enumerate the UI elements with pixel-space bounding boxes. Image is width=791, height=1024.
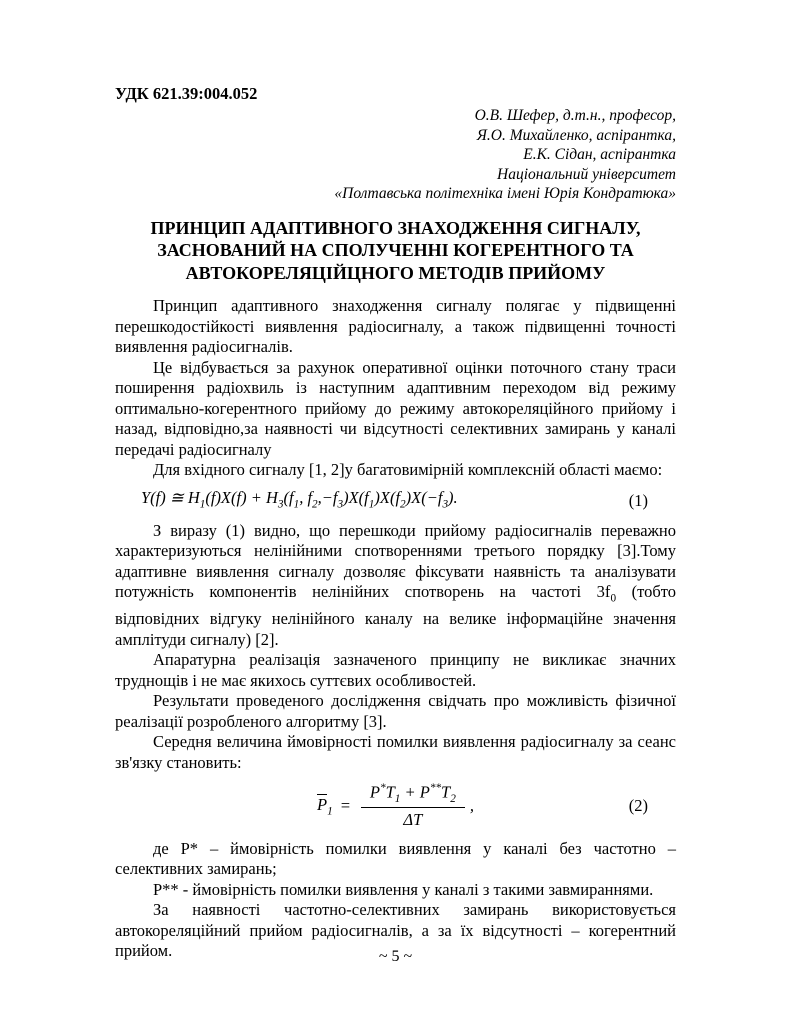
paragraph: Середня величина ймовірності помилки виявлення радіосигналу за сеанс зв'язку становить:	[115, 732, 676, 772]
paragraph: Це відбувається за рахунок оперативної оцінки поточного стану траси поширення радіохвиль із наступним адаптивним переходом від режиму оптимально-когерентного прийому до режиму автокореляційного прийому і назад, відповідно,за наявності чи відсутності селективних замирань у каналі передачі радіосигналу	[115, 357, 676, 459]
affiliation-line: «Полтавська політехніка імені Юрія Кондратюка»	[334, 185, 676, 202]
title-line: ПРИНЦИП АДАПТИВНОГО ЗНАХОДЖЕННЯ СИГНАЛУ,	[150, 217, 641, 238]
paragraph: За наявності частотно-селективних замирань використовується автокореляційний прийом радіосигналів, а за їх відсутності – когерентний прийом.	[115, 900, 676, 961]
author-line: О.В. Шефер, д.т.н., професор,	[474, 107, 676, 124]
page-content	[115, 84, 676, 962]
equation-1	[115, 486, 676, 516]
equals-sign: =	[339, 795, 351, 815]
authors-block	[115, 106, 676, 204]
fraction-denominator: ΔT	[403, 809, 423, 829]
fraction	[361, 782, 465, 830]
paragraph: Принцип адаптивного знаходження сигналу полягає у підвищенні перешкодостійкості виявлення радіосигналу, а також підвищенні точності виявлення радіосигналів.	[115, 296, 676, 356]
fraction-numerator: $P^*T_1 + P^{**}T_2$	[361, 782, 465, 808]
paragraph: З виразу (1) видно, що перешкоди прийому радіосигналів переважно характеризуються нелінійними спотвореннями третього порядку [3].Тому адаптивне виявлення сигналу дозволяє фіксувати наявність та аналізувати потужність компонентів нелінійних спотворень на частоті $3f_0$ (тобто відповідних відгуку нелінійного каналу на велике інформаційне значення амплітуди сигналу) [2].	[115, 520, 676, 649]
paragraph: Результати проведеного дослідження свідчать про можливість фізичної реалізації розробленого алгоритму [3].	[115, 691, 676, 731]
title-line: АВТОКОРЕЛЯЦІЙЦНОГО МЕТОДІВ ПРИЙОМУ	[185, 262, 606, 283]
author-line: Я.О. Михайленко, аспірантка,	[476, 126, 676, 144]
paragraph: Для вхідного сигналу [1, 2]у багатовимірній комплексній області маємо:	[153, 460, 663, 479]
title-line: ЗАСНОВАНИЙ НА СПОЛУЧЕННІ КОГЕРЕНТНОГО ТА	[157, 240, 634, 260]
equation-1-expression: Y(f) ≅ $H_1(f)X(f) + H_3(f_1$, $f_2,-f_3)X(f_1)X(f_2)X(-f_3)$.	[141, 487, 458, 510]
equation-2-expression	[317, 782, 474, 830]
paper-title	[115, 217, 676, 285]
equation-number: (2)	[628, 795, 648, 815]
equation-2	[115, 782, 676, 830]
comma: ,	[469, 795, 474, 815]
udc-code: УДК 621.39:004.052	[115, 84, 258, 103]
page-number: ~ 5 ~	[378, 948, 413, 965]
equation-number: (1)	[628, 490, 648, 510]
author-line: Е.К. Сідан, аспірантка	[523, 146, 676, 163]
paragraph: P** - ймовірність помилки виявлення у каналі з такими завмираннями.	[153, 879, 654, 899]
paragraph: Апаратурна реалізація зазначеного принципу не викликає значних труднощів і не має якихось суттєвих особливостей.	[115, 650, 676, 690]
paragraph: де P* – ймовірність помилки виявлення у каналі без частотно – селективних замирань;	[115, 838, 676, 879]
affiliation-line: Національний університет	[497, 165, 676, 183]
mean-probability-symbol: $P_1$	[317, 795, 333, 818]
